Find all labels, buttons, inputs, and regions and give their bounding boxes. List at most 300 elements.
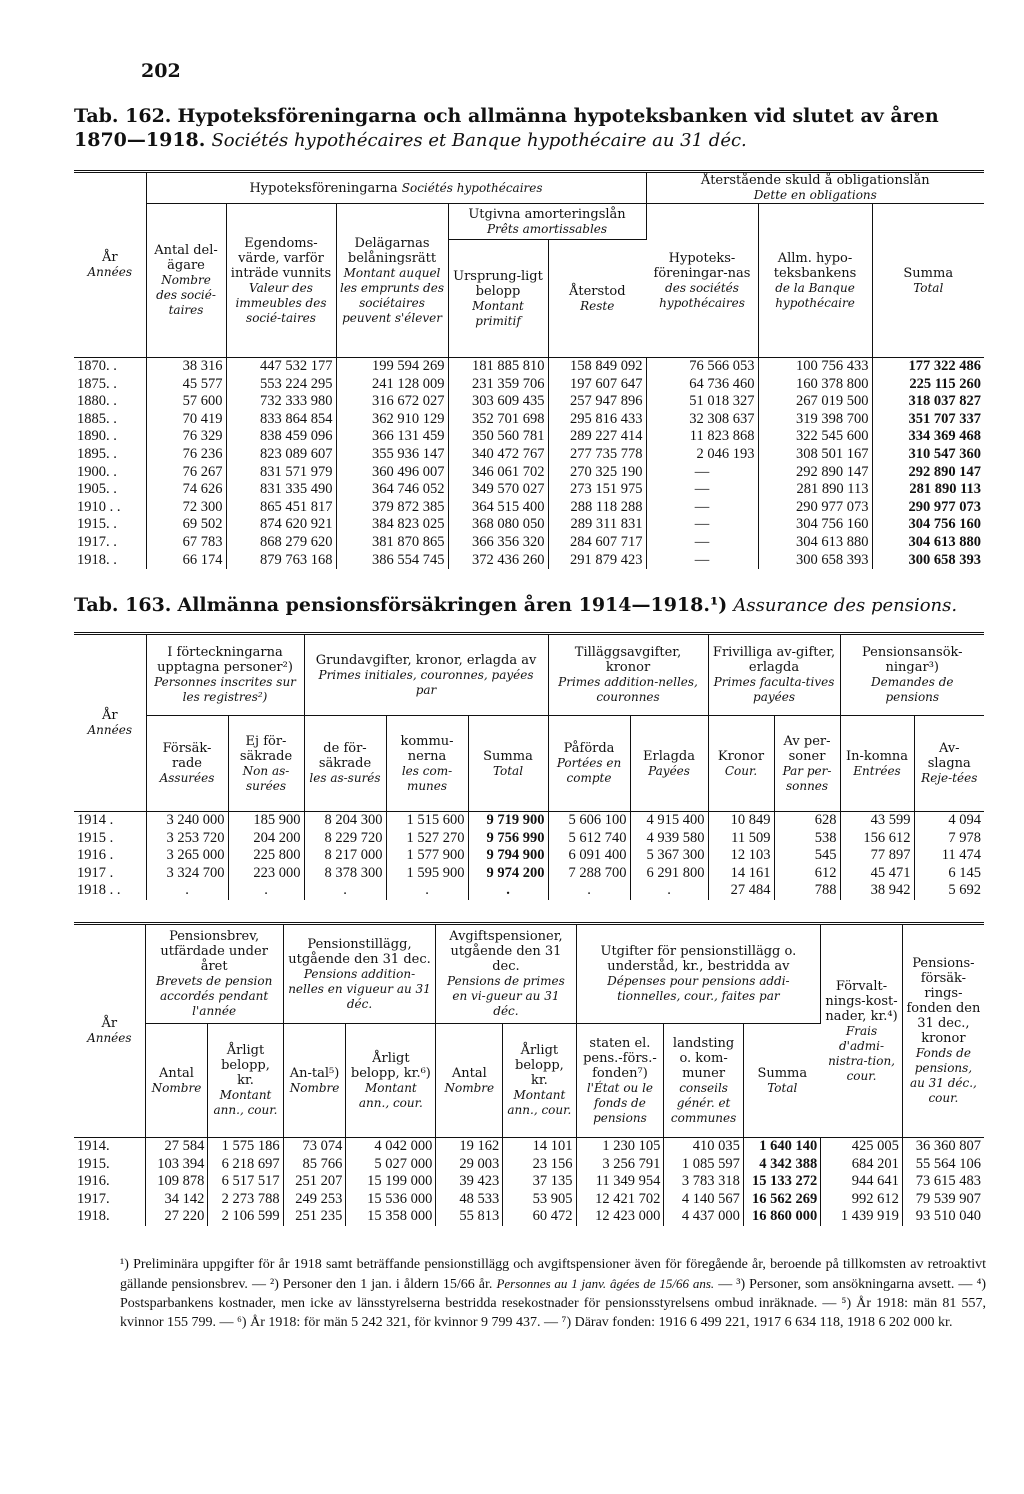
table-cell: . [228, 882, 304, 900]
table-cell: 15 536 000 [346, 1191, 436, 1209]
table-cell: 4 342 388 [743, 1156, 820, 1174]
row-year: 1917. . [74, 534, 146, 552]
table-cell: 5 606 100 [548, 812, 630, 830]
table-row [74, 516, 984, 534]
table-cell: 10 849 [708, 812, 774, 830]
table-row [74, 812, 984, 830]
table-cell: 277 735 778 [548, 446, 646, 464]
row-year: 1875. . [74, 376, 146, 394]
table-cell: 386 554 745 [336, 552, 448, 570]
table-cell: 3 253 720 [146, 830, 228, 848]
table-cell: . [146, 882, 228, 900]
table-cell: 7 288 700 [548, 865, 630, 883]
row-year: 1880. . [74, 393, 146, 411]
row-year: 1914. [74, 1138, 145, 1156]
table-cell: 16 860 000 [743, 1208, 820, 1226]
table-cell: 425 005 [821, 1138, 903, 1156]
table-cell: — [646, 464, 758, 482]
table-cell: 289 311 831 [548, 516, 646, 534]
table-cell: 225 115 260 [909, 375, 982, 392]
table-row [74, 552, 984, 570]
table-cell: 318 037 827 [908, 393, 982, 410]
table-cell: 225 800 [228, 847, 304, 865]
table-cell: 9 756 990 [468, 830, 548, 848]
page-number: 202 [141, 60, 181, 82]
table-cell: . [630, 882, 708, 900]
row-year: 1918 . . [74, 882, 146, 900]
table-cell: 334 369 468 [908, 428, 982, 445]
table-cell: 160 378 800 [758, 376, 872, 394]
table-cell: 5 612 740 [548, 830, 630, 848]
table-row [74, 358, 984, 376]
table-cell: 379 872 385 [336, 499, 448, 517]
table-cell: 612 [774, 865, 840, 883]
table-cell: 290 977 073 [908, 498, 982, 515]
table-cell: 103 394 [145, 1156, 208, 1174]
table-cell: 368 080 050 [448, 516, 548, 534]
table-cell: 410 035 [664, 1138, 743, 1156]
table-cell: 295 816 433 [548, 411, 646, 429]
table-cell: 1 595 900 [386, 865, 468, 883]
table-cell: 831 335 490 [226, 481, 336, 499]
table-cell: 67 783 [146, 534, 226, 552]
table-cell: — [646, 499, 758, 517]
table-cell: 6 517 517 [208, 1173, 283, 1191]
table-cell: 874 620 921 [226, 516, 336, 534]
footnote-2: — ³) Personer, som ansökningarna avsett. — ⁴) Postsparbankens kostnader, men icke av länsstyrelserna bestridda resekostnader för pensionsstyrelsens ombud inräknade. — ⁵) År 1918: män 81 557, kvinnor 155 799. — ⁶) År 1918: för män 5 242 321, för kvinnor 9 799 437. — ⁷) Därav fonden: 1916 6 499 221, 1917 6 634 118, 1918 6 202 000 kr. [120, 1277, 986, 1330]
row-year: 1900. . [74, 464, 146, 482]
col-antal-delagare: Antal del-ägare Nombre des socié-taires [146, 204, 226, 358]
table-cell: 156 612 [840, 830, 914, 848]
table-cell: 11 509 [708, 830, 774, 848]
table-cell: 8 217 000 [304, 847, 386, 865]
footnote-1-fr: Personnes au 1 janv. âgées de 15/66 ans. [496, 1276, 715, 1291]
table-162-label: Tab. 162. [74, 105, 172, 127]
table-cell: 45 471 [840, 865, 914, 883]
table-cell: 823 089 607 [226, 446, 336, 464]
table-cell: 270 325 190 [548, 464, 646, 482]
table-cell: — [646, 481, 758, 499]
table-row [74, 1156, 984, 1174]
table-cell: 5 692 [948, 882, 982, 899]
table-cell: 290 977 073 [758, 499, 872, 517]
table-cell: 66 174 [146, 552, 226, 570]
table-cell: 60 472 [503, 1208, 576, 1226]
table-163b-header [74, 924, 984, 1138]
table-cell: 231 359 706 [448, 376, 548, 394]
col-year: År Années [74, 634, 146, 812]
table-cell: 292 890 147 [908, 463, 982, 480]
table-cell: 289 227 414 [548, 428, 646, 446]
table-cell: 76 267 [146, 464, 226, 482]
table-cell: 3 324 700 [146, 865, 228, 883]
col-antal: Antal Nombre [145, 1024, 208, 1138]
group-hypoteksforeningarna: Hypoteksföreningarna Sociétés hypothécaires [146, 172, 646, 204]
table-cell: 833 864 854 [226, 411, 336, 429]
table-cell: 2 106 599 [208, 1208, 283, 1226]
table-cell: 352 701 698 [448, 411, 548, 429]
row-year: 1915 . [74, 830, 146, 848]
table-cell: 304 756 160 [758, 516, 872, 534]
table-cell: 831 571 979 [226, 464, 336, 482]
table-cell: 1 577 900 [386, 847, 468, 865]
table-cell: 15 358 000 [346, 1208, 436, 1226]
table-163a-body [74, 812, 984, 900]
table-cell: 355 936 147 [336, 446, 448, 464]
col-avslagna: Av-slagna Reje-tées [914, 716, 984, 812]
table-cell: 70 419 [146, 411, 226, 429]
table-cell: 281 890 113 [909, 481, 982, 498]
table-row [74, 830, 984, 848]
table-cell: 6 218 697 [208, 1156, 283, 1174]
table-cell: . [386, 882, 468, 900]
row-year: 1910 . . [74, 499, 146, 517]
table-cell: . [548, 882, 630, 900]
col-ursprungligt-belopp: Ursprung-ligt belopp Montant primitif [448, 240, 548, 358]
table-cell: 37 135 [503, 1173, 576, 1191]
table-cell: 64 736 460 [646, 376, 758, 394]
col-kronor: Kronor Cour. [708, 716, 774, 812]
col-de-forsakrade: de för-säkrade les as-surés [304, 716, 386, 812]
table-cell: 38 316 [146, 358, 226, 376]
col-allm-hypoteksbankens: Allm. hypo-teksbankens de la Banque hypothécaire [758, 204, 872, 358]
col-forsakrade: Försäk-rade Assurées [146, 716, 228, 812]
table-cell: 27 220 [145, 1208, 208, 1226]
table-row [74, 499, 984, 517]
table-row [74, 1191, 984, 1209]
table-cell: 39 423 [436, 1173, 503, 1191]
table-cell: 267 019 500 [758, 393, 872, 411]
table-cell: 38 942 [840, 882, 914, 900]
table-row [74, 1208, 984, 1226]
table-163-label: Tab. 163. [74, 594, 172, 616]
col-forvaltningskostnader: Förvalt-nings-kost-nader, kr.⁴) Frais d'admi-nistra-tion, cour. [821, 924, 903, 1138]
col-hypoteksforeningarnas: Hypoteks-föreningar-nas des sociétés hypothécaires [646, 204, 758, 358]
table-cell: 308 501 167 [758, 446, 872, 464]
table-cell: 76 329 [146, 428, 226, 446]
table-163b [74, 922, 984, 1226]
table-cell: 204 200 [228, 830, 304, 848]
col-inkomna: In-komna Entrées [840, 716, 914, 812]
table-163-title-sv: Allmänna pensionsförsäkringen åren 1914—1918.¹) [177, 594, 728, 616]
group-forteckningarna: I förteckningarna upptagna personer²) Personnes inscrites sur les registres²) [146, 634, 304, 716]
table-cell: 8 378 300 [304, 865, 386, 883]
table-cell: 865 451 817 [226, 499, 336, 517]
table-cell: 838 459 096 [226, 428, 336, 446]
col-summa: Summa Total [468, 716, 548, 812]
group-pensionsansokningar: Pensionsansök-ningar³) Demandes de pensions [840, 634, 984, 716]
table-cell: 73 615 483 [915, 1173, 981, 1190]
col-erlagda: Erlagda Payées [630, 716, 708, 812]
table-cell: 181 885 810 [448, 358, 548, 376]
col-arligt-belopp-6: Årligt belopp, kr.⁶) Montant ann., cour. [346, 1024, 436, 1138]
table-cell: 868 279 620 [226, 534, 336, 552]
table-cell: 310 547 360 [908, 445, 982, 462]
row-year: 1870. . [74, 358, 146, 376]
table-cell: 29 003 [436, 1156, 503, 1174]
table-cell: 14 161 [708, 865, 774, 883]
table-cell: 300 658 393 [908, 551, 982, 568]
table-cell: 223 000 [228, 865, 304, 883]
row-year: 1916. [74, 1173, 145, 1191]
table-cell: 684 201 [821, 1156, 903, 1174]
table-cell: 251 207 [283, 1173, 346, 1191]
table-cell: 11 474 [941, 847, 982, 864]
col-antal-5: An-tal⁵) Nombre [283, 1024, 346, 1138]
table-cell: 291 879 423 [548, 552, 646, 570]
table-cell: 45 577 [146, 376, 226, 394]
table-cell: 199 594 269 [336, 358, 448, 376]
table-cell: 12 103 [708, 847, 774, 865]
table-cell: 7 978 [948, 829, 982, 846]
table-row [74, 446, 984, 464]
table-cell: 8 229 720 [304, 830, 386, 848]
table-163-title-fr: Assurance des pensions. [733, 595, 958, 616]
table-cell: 2 273 788 [208, 1191, 283, 1209]
group-aterstaende-skuld: Återstående skuld å obligationslån Dette en obligations [646, 172, 984, 204]
table-cell: 251 235 [283, 1208, 346, 1226]
table-cell: 304 756 160 [908, 516, 982, 533]
table-row [74, 411, 984, 429]
table-cell: 992 612 [821, 1191, 903, 1209]
table-cell: 447 532 177 [226, 358, 336, 376]
table-row [74, 534, 984, 552]
table-cell: 9 719 900 [468, 812, 548, 830]
col-antal-avgift: Antal Nombre [436, 1024, 503, 1138]
table-cell: 350 560 781 [448, 428, 548, 446]
table-cell: 1 575 186 [208, 1138, 283, 1156]
table-cell: 51 018 327 [646, 393, 758, 411]
row-year: 1915. . [74, 516, 146, 534]
table-cell: 48 533 [436, 1191, 503, 1209]
col-arligt-belopp-avgift: Årligt belopp, kr. Montant ann., cour. [503, 1024, 576, 1138]
table-cell: 384 823 025 [336, 516, 448, 534]
table-cell: 34 142 [145, 1191, 208, 1209]
table-cell: 3 265 000 [146, 847, 228, 865]
table-cell: 284 607 717 [548, 534, 646, 552]
table-cell: 545 [774, 847, 840, 865]
table-cell: 8 204 300 [304, 812, 386, 830]
table-row [74, 464, 984, 482]
table-cell: 73 074 [283, 1138, 346, 1156]
table-cell: 23 156 [503, 1156, 576, 1174]
table-cell: 5 367 300 [630, 847, 708, 865]
table-cell: 4 094 [948, 812, 982, 828]
table-cell: 85 766 [283, 1156, 346, 1174]
table-cell: 362 910 129 [336, 411, 448, 429]
table-cell: 12 423 000 [576, 1208, 664, 1226]
footnote-1: ¹) Preliminära uppgifter för år 1918 samt beträffande pensionstillägg och avgiftspensioner även för föregående år, beroende på tillkomsten av retroaktivt gällande pensionsbrev. — ²) Personer den 1 jan. i åldern 15/66 år. [120, 1257, 986, 1292]
col-summa: Summa Total [743, 1024, 820, 1138]
table-cell: 300 658 393 [758, 552, 872, 570]
table-cell: 288 118 288 [548, 499, 646, 517]
row-year: 1885. . [74, 411, 146, 429]
group-frivilliga: Frivilliga av-gifter, erlagda Primes faculta-tives payées [708, 634, 840, 716]
col-kommunerna: kommu-nerna les com-munes [386, 716, 468, 812]
table-cell: 19 162 [436, 1138, 503, 1156]
table-cell: 553 224 295 [226, 376, 336, 394]
table-cell: 1 640 140 [743, 1138, 820, 1156]
table-row [74, 481, 984, 499]
table-cell: 364 746 052 [336, 481, 448, 499]
table-cell: 36 360 807 [915, 1138, 981, 1154]
col-landsting: landsting o. kom-muner conseils génér. et communes [664, 1024, 743, 1138]
table-cell: 340 472 767 [448, 446, 548, 464]
table-cell: 9 974 200 [468, 865, 548, 883]
table-162 [74, 170, 984, 569]
table-cell: 6 091 400 [548, 847, 630, 865]
table-cell: 77 897 [840, 847, 914, 865]
table-cell: 241 128 009 [336, 376, 448, 394]
table-cell: 109 878 [145, 1173, 208, 1191]
table-cell: 381 870 865 [336, 534, 448, 552]
table-cell: 372 436 260 [448, 552, 548, 570]
table-cell: 1 515 600 [386, 812, 468, 830]
table-row [74, 1138, 984, 1156]
table-cell: 177 322 486 [908, 358, 982, 374]
row-year: 1895. . [74, 446, 146, 464]
table-cell: 9 794 900 [468, 847, 548, 865]
row-year: 1890. . [74, 428, 146, 446]
table-cell: 1 230 105 [576, 1138, 664, 1156]
col-year: År Années [74, 924, 145, 1138]
table-163a-header [74, 634, 984, 812]
table-cell: 3 240 000 [146, 812, 228, 830]
table-cell: 303 609 435 [448, 393, 548, 411]
row-year: 1916 . [74, 847, 146, 865]
col-ej-forsakrade: Ej för-säkrade Non as-surées [228, 716, 304, 812]
group-utgivna-amorteringslan: Utgivna amorteringslån Prêts amortissables [448, 204, 646, 240]
footnotes [120, 1255, 986, 1332]
table-cell: . [468, 882, 548, 900]
table-cell: 732 333 980 [226, 393, 336, 411]
table-cell: 351 707 337 [908, 410, 982, 427]
table-cell: 346 061 702 [448, 464, 548, 482]
table-cell: 360 496 007 [336, 464, 448, 482]
table-162-body [74, 358, 984, 570]
col-egendomsvarde: Egendoms-värde, varför inträde vunnits Valeur des immeubles des socié-taires [226, 204, 336, 358]
table-cell: 3 783 318 [664, 1173, 743, 1191]
col-paforda: Påförda Portées en compte [548, 716, 630, 812]
col-arligt-belopp: Årligt belopp, kr. Montant ann., cour. [208, 1024, 283, 1138]
table-162-header [74, 172, 984, 358]
table-cell: 944 641 [821, 1173, 903, 1191]
table-cell: 158 849 092 [548, 358, 646, 376]
col-staten: staten el. pens.-förs.-fonden⁷) l'État ou le fonds de pensions [576, 1024, 664, 1138]
table-cell: 76 236 [146, 446, 226, 464]
table-row [74, 882, 984, 900]
table-cell: — [646, 516, 758, 534]
row-year: 1915. [74, 1156, 145, 1174]
table-cell: 349 570 027 [448, 481, 548, 499]
row-year: 1918. . [74, 552, 146, 570]
table-cell: 11 823 868 [646, 428, 758, 446]
table-162-title [74, 104, 984, 153]
table-cell: 292 890 147 [758, 464, 872, 482]
group-utgifter: Utgifter för pensionstillägg o. underståd, kr., bestridda av Dépenses pour pensions addi-tionnelles, cour., faites par [576, 924, 821, 1024]
row-year: 1917. [74, 1191, 145, 1209]
table-cell: 93 510 040 [915, 1208, 981, 1225]
table-row [74, 393, 984, 411]
table-cell: 281 890 113 [758, 481, 872, 499]
table-cell: 249 253 [283, 1191, 346, 1209]
group-pensionsbrev: Pensionsbrev, utfärdade under året Brevets de pension accordés pendant l'année [145, 924, 283, 1024]
table-cell: — [646, 552, 758, 570]
table-cell: 304 613 880 [908, 533, 982, 550]
row-year: 1905. . [74, 481, 146, 499]
table-cell: 4 437 000 [664, 1208, 743, 1226]
table-cell: 4 939 580 [630, 830, 708, 848]
table-cell: 57 600 [146, 393, 226, 411]
table-cell: 197 607 647 [548, 376, 646, 394]
table-cell: 257 947 896 [548, 393, 646, 411]
col-year: År Années [74, 172, 146, 358]
table-162-title-sv: Hypoteksföreningarna och allmänna hypoteksbanken vid slutet av åren 1870—1918. [74, 105, 939, 151]
table-cell: 322 545 600 [758, 428, 872, 446]
table-cell: 72 300 [146, 499, 226, 517]
table-row [74, 1173, 984, 1191]
table-cell: 319 398 700 [758, 411, 872, 429]
row-year: 1918. [74, 1208, 145, 1226]
col-aterstod: Återstod Reste [548, 240, 646, 358]
table-cell: 788 [774, 882, 840, 900]
table-cell: 364 515 400 [448, 499, 548, 517]
table-cell: 15 199 000 [346, 1173, 436, 1191]
table-cell: 538 [774, 830, 840, 848]
table-cell: 366 356 320 [448, 534, 548, 552]
table-cell: 100 756 433 [758, 358, 872, 376]
table-cell: 4 042 000 [346, 1138, 436, 1156]
table-cell: 1 527 270 [386, 830, 468, 848]
group-pensionstillagg: Pensionstillägg, utgående den 31 dec. Pensions addition-nelles en vigueur au 31 déc. [283, 924, 436, 1024]
table-cell: 14 101 [503, 1138, 576, 1156]
group-grundavgifter: Grundavgifter, kronor, erlagda av Primes initiales, couronnes, payées par [304, 634, 548, 716]
table-cell: 55 564 106 [915, 1155, 981, 1172]
row-year: 1917 . [74, 865, 146, 883]
table-row [74, 376, 984, 394]
table-cell: 11 349 954 [576, 1173, 664, 1191]
table-cell: 32 308 637 [646, 411, 758, 429]
table-cell: 366 131 459 [336, 428, 448, 446]
table-cell: 27 584 [145, 1138, 208, 1156]
table-cell: 304 613 880 [758, 534, 872, 552]
table-cell: 12 421 702 [576, 1191, 664, 1209]
col-pensionsfonden: Pensions-försäk-rings-fonden den 31 dec., kronor Fonds de pensions, au 31 déc., cour. [902, 924, 984, 1138]
table-cell: 316 672 027 [336, 393, 448, 411]
table-cell: 273 151 975 [548, 481, 646, 499]
col-belaningsratt: Delägarnas belåningsrätt Montant auquel les emprunts des sociétaires peuvent s'élever [336, 204, 448, 358]
table-cell: 4 915 400 [630, 812, 708, 830]
table-162-title-fr: Sociétés hypothécaires et Banque hypothécaire au 31 déc. [211, 130, 747, 151]
table-cell: . [304, 882, 386, 900]
col-av-personer: Av per-soner Par per-sonnes [774, 716, 840, 812]
table-163a [74, 632, 984, 900]
table-cell: 2 046 193 [646, 446, 758, 464]
group-tillaggsavgifter: Tilläggsavgifter, kronor Primes addition-nelles, couronnes [548, 634, 708, 716]
table-row [74, 428, 984, 446]
row-year: 1914 . [74, 812, 146, 830]
table-cell: 55 813 [436, 1208, 503, 1226]
table-cell: 3 256 791 [576, 1156, 664, 1174]
table-cell: 53 905 [503, 1191, 576, 1209]
table-cell: 185 900 [228, 812, 304, 830]
table-cell: 5 027 000 [346, 1156, 436, 1174]
col-summa: Summa Total [872, 204, 984, 358]
table-cell: 1 439 919 [821, 1208, 903, 1226]
table-cell: 76 566 053 [646, 358, 758, 376]
table-cell: 628 [774, 812, 840, 830]
table-cell: — [646, 534, 758, 552]
